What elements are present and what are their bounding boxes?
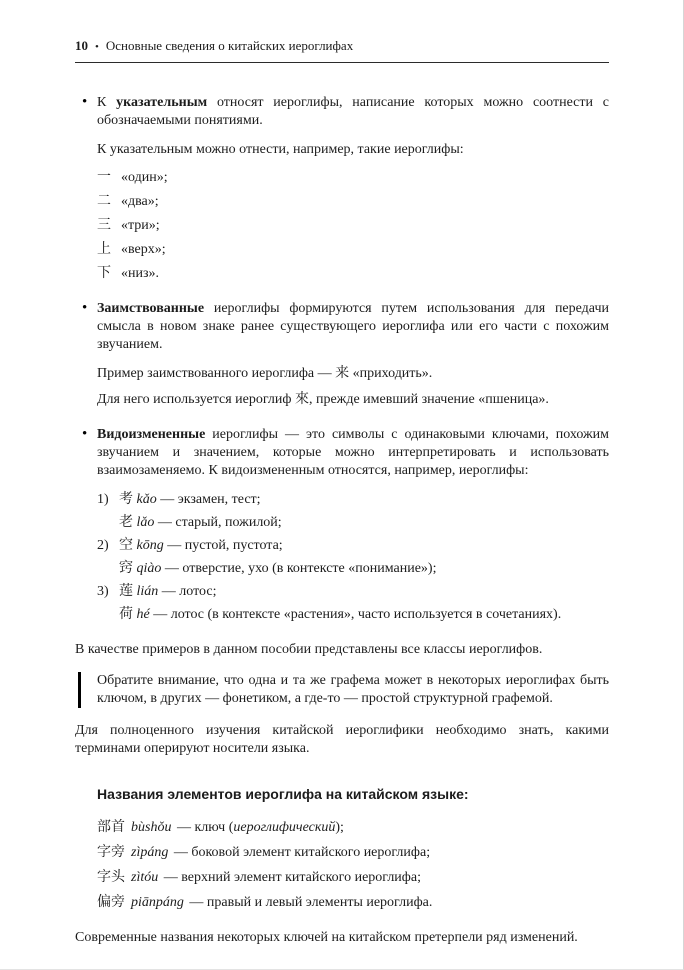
pinyin: bùshǒu: [131, 820, 172, 835]
gloss: — пустой, пустота;: [163, 538, 283, 553]
gloss-italic: иероглифический: [233, 820, 336, 835]
page-content: [75, 94, 609, 947]
terms-heading: Названия элементов иероглифа на китайском языке:: [97, 786, 469, 802]
example-sentence: [97, 391, 609, 409]
example-sentence: [97, 365, 609, 383]
hanzi: 莲: [119, 584, 133, 599]
variant-line: [97, 583, 609, 601]
variant-line: [97, 606, 609, 624]
item-number: 3): [97, 584, 109, 599]
term-bold: Видоизмененные: [97, 427, 206, 442]
variant-line: [97, 491, 609, 509]
pinyin: piānpáng: [131, 895, 184, 910]
term-line: [97, 869, 609, 887]
pinyin: zìtóu: [131, 870, 159, 885]
bullet-list: [75, 94, 609, 624]
hanzi: 老: [119, 515, 133, 530]
gloss: — отверстие, ухо (в контексте «понимание»);: [161, 561, 437, 576]
page-number: 10: [75, 38, 88, 53]
text-run: иероглифы формируются путем использования для передачи смысла в новом знаке ранее существующего иероглифа или его части с похожим звучанием.: [97, 301, 609, 352]
hanzi: 二: [97, 194, 111, 209]
hanzi: 三: [97, 218, 111, 233]
gloss: );: [335, 820, 344, 835]
hanzi-example-line: [97, 241, 609, 259]
hanzi-example-line: [97, 193, 609, 211]
hanzi: 窍: [119, 561, 133, 576]
gloss: — экзамен, тест;: [156, 492, 261, 507]
hanzi: 一: [97, 170, 111, 185]
pinyin: qiào: [136, 561, 162, 576]
hanzi: 偏旁: [97, 895, 125, 910]
bullet-item-borrowed: [97, 300, 609, 409]
gloss: — правый и левый элементы иероглифа.: [185, 895, 433, 910]
header-separator: •: [95, 41, 99, 53]
variant-line: [97, 537, 609, 555]
hanzi: 字旁: [97, 845, 125, 860]
running-header: [75, 38, 609, 63]
attention-note: [78, 672, 609, 708]
intro-line: К указательным можно отнести, например, такие иероглифы:: [97, 142, 464, 157]
term-bold: Заимствованные: [97, 301, 205, 316]
hanzi-example-line: [97, 265, 609, 283]
item-number: 1): [97, 492, 109, 507]
examples-note-paragraph: В качестве примеров в данном пособии представлены все классы иероглифов.: [75, 642, 543, 657]
text-run: Для него используется иероглиф: [97, 392, 295, 407]
hanzi: 来: [335, 366, 350, 381]
closing-paragraph: Современные названия некоторых ключей на китайском претерпели ряд изменений.: [75, 930, 578, 945]
pinyin: hé: [136, 607, 150, 622]
gloss: — старый, пожилой;: [154, 515, 282, 530]
text-run: Пример заимствованного иероглифа —: [97, 366, 336, 381]
hanzi: 字头: [97, 870, 125, 885]
term-line: [97, 844, 609, 862]
hanzi: 空: [119, 538, 133, 553]
gloss: — ключ (: [173, 820, 234, 835]
pinyin: kǎo: [136, 492, 157, 507]
lead-paragraph: [97, 426, 609, 480]
variant-line: [97, 560, 609, 578]
gloss: «один»;: [121, 170, 168, 185]
bullet-item-modified: [97, 426, 609, 624]
text-run: , прежде имевший значение «пшеница».: [308, 392, 549, 407]
gloss: «три»;: [121, 218, 160, 233]
hanzi: 上: [97, 242, 111, 257]
running-title: Основные сведения о китайских иероглифах: [105, 38, 354, 53]
gloss: — боковой элемент китайского иероглифа;: [170, 845, 431, 860]
term-line: [97, 819, 609, 837]
pinyin: lǎo: [136, 515, 155, 530]
gloss: «низ».: [121, 266, 160, 281]
term-bold: указательным: [116, 95, 208, 110]
pinyin: kōng: [136, 538, 164, 553]
hanzi: 下: [97, 266, 111, 281]
lead-paragraph: [97, 300, 609, 354]
text-run: К: [97, 95, 117, 110]
gloss: — лотос (в контексте «растения», часто используется в сочетаниях).: [149, 607, 562, 622]
item-number: 2): [97, 538, 109, 553]
lead-paragraph: [97, 94, 609, 130]
variant-list: [97, 491, 609, 624]
text-run: иероглифы — это символы с одинаковыми ключами, похожим звучанием и значением, которые можно интерпретировать и использовать взаимозаменяемо. К видоизмененным относятся, например, иероглифы:: [97, 427, 609, 478]
gloss: — верхний элемент китайского иероглифа;: [160, 870, 421, 885]
bullet-item-indicative: [97, 94, 609, 283]
gloss: — лотос;: [158, 584, 217, 599]
hanzi: 考: [119, 492, 133, 507]
terms-intro-paragraph: Для полноценного изучения китайской иероглифики необходимо знать, какими терминами оперируют носители языка.: [75, 723, 609, 756]
variant-line: [97, 514, 609, 532]
hanzi: 荷: [119, 607, 133, 622]
hanzi-example-line: [97, 169, 609, 187]
pinyin: lián: [136, 584, 159, 599]
gloss: «два»;: [121, 194, 159, 209]
term-line: [97, 894, 609, 912]
pinyin: zìpáng: [131, 845, 169, 860]
terms-list: [75, 819, 609, 912]
hanzi-example-line: [97, 217, 609, 235]
attention-paragraph: Обратите внимание, что одна и та же графема может в некоторых иероглифах быть ключом, в других — фонетиком, а где-то — простой структурной графемой.: [97, 673, 609, 706]
gloss: «верх»;: [121, 242, 166, 257]
hanzi: 部首: [97, 820, 125, 835]
text-run: «приходить».: [349, 366, 433, 381]
hanzi: 來: [294, 392, 309, 407]
text-run: относят иероглифы, написание которых можно соотнести с обозначаемыми понятиями.: [97, 95, 609, 128]
